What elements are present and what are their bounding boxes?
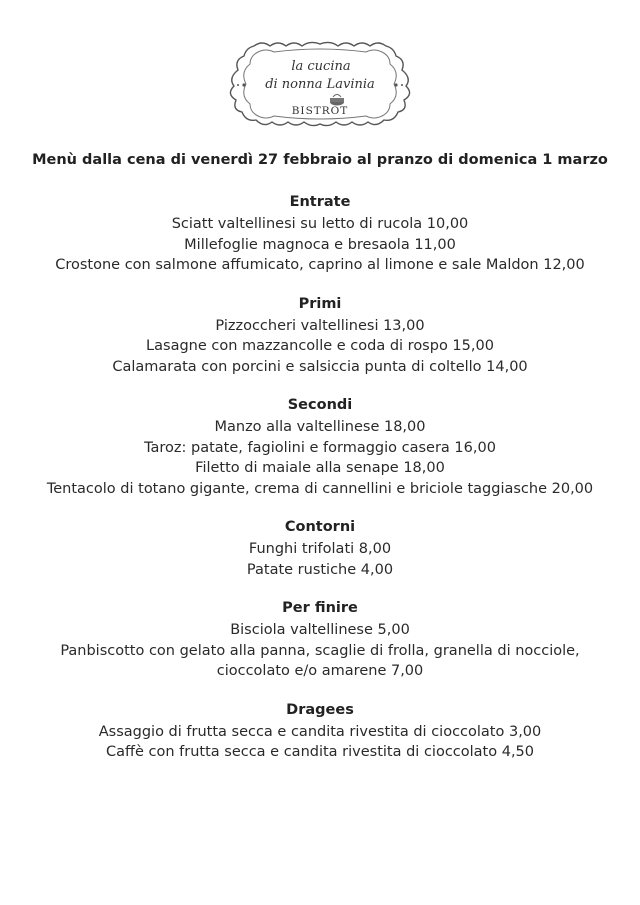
section-secondi: [0, 395, 640, 499]
menu-item: Filetto di maiale alla senape 18,00: [195, 460, 445, 476]
logo-line-2: di nonna Lavinia: [265, 77, 375, 92]
menu-item: Pizzoccheri valtellinesi 13,00: [215, 317, 425, 334]
menu-item: Funghi trifolati 8,00: [248, 541, 392, 557]
section-entrate: [0, 192, 640, 276]
section-per-finire: [0, 598, 640, 682]
logo-line-1: la cucina: [291, 59, 351, 74]
menu-item: Calamarata con porcini e salsiccia punta di coltello 14,00: [112, 358, 528, 375]
menu-item: Taroz: patate, fagiolini e formaggio casera 16,00: [144, 439, 496, 456]
section-contorni: [0, 517, 640, 580]
section-dragees: [0, 700, 640, 763]
logo-line-3: BISTROT: [291, 105, 349, 117]
menu-item: Patate rustiche 4,00: [246, 561, 394, 578]
menu-item: Manzo alla valtellinese 18,00: [214, 419, 426, 435]
menu-item: Assaggio di frutta secca e candita rivestita di cioccolato 3,00: [98, 723, 542, 740]
menu-item: Sciatt valtellinesi su letto di rucola 10,00: [171, 216, 469, 232]
menu-item: Crostone con salmone affumicato, caprino al limone e sale Maldon 12,00: [55, 257, 585, 273]
section-title: Primi: [298, 295, 342, 312]
section-title: Contorni: [284, 519, 356, 535]
section-primi: [0, 294, 640, 378]
menu-item: Caffè con frutta secca e candita rivestita di cioccolato 4,50: [105, 744, 535, 760]
menu-item: Bisciola valtellinese 5,00: [230, 622, 410, 638]
section-title: Secondi: [287, 397, 353, 413]
menu-sections: [0, 192, 640, 781]
section-title: Entrate: [289, 194, 351, 210]
section-title: Per finire: [282, 600, 358, 616]
menu-item: cioccolato e/o amarene 7,00: [216, 663, 424, 679]
menu-item: Millefoglie magnoca e bresaola 11,00: [184, 236, 456, 253]
bistrot-logo: [224, 38, 416, 130]
menu-item: Tentacolo di totano gigante, crema di cannellini e briciole taggiasche 20,00: [46, 480, 594, 497]
cooking-pot-icon: [330, 95, 344, 106]
menu-item: Lasagne con mazzancolle e coda di rospo 15,00: [146, 338, 494, 354]
menu-subtitle: Menù dalla cena di venerdì 27 febbraio al pranzo di domenica 1 marzo: [32, 152, 608, 168]
menu-item: Panbiscotto con gelato alla panna, scaglie di frolla, granella di nocciole,: [60, 642, 580, 659]
section-title: Dragees: [286, 701, 354, 718]
